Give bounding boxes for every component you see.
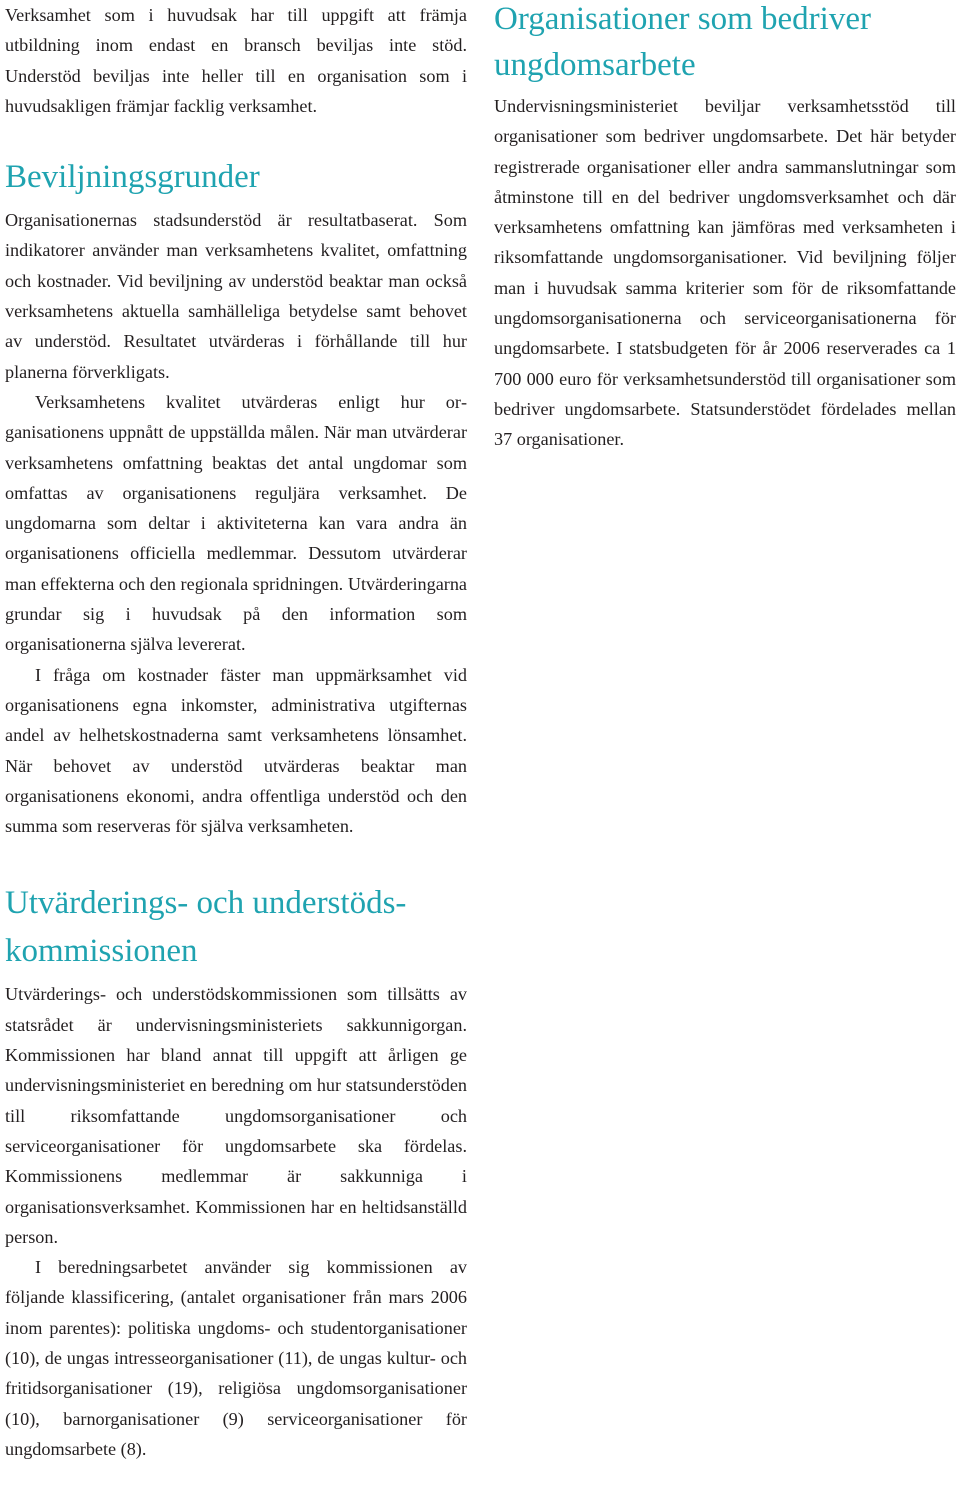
left-column	[5, 0, 467, 1464]
paragraph-beviljningsgrunder-3: I fråga om kostnader fäster man uppmärksamhet vid organisationens egna inkomster, administrativa utgifternas andel av helhetskostnaderna samt verksamhetens lönsamhet. När behovet av understöd utvärderas beaktar man organisationens ekonomi, andra offentliga understöd och den summa som reserveras för själva verksamheten.	[5, 664, 467, 837]
paragraph-beviljningsgrunder-2: Verksamhetens kvalitet utvärderas enligt hur organisationens uppnått de uppställda målen. När man utvärderar verksamhetens omfattning beaktas det antal ungdomar som omfattas av organisationens reguljära verksamhet. De ungdomarna som deltar i aktiviteterna kan vara andra än organisationens officiella medlemmar. Dessutom utvärderar man effekterna och den regionala spridningen. Utvärderingarna grundar sig i huvudsak på den information som organisationerna själva levererat.	[5, 391, 467, 655]
heading-ungdomsarbete: Organisationer som bedriver ungdomsarbete	[494, 1, 871, 83]
intro-paragraph: Verksamhet som i huvudsak har till uppgift att främja utbildning inom endast en bransch beviljas inte stöd. Understöd beviljas inte heller till en organisation som i huvudsakligen främjar facklig verksamhet.	[5, 5, 467, 116]
heading-kommissionen: Utvärderings- och understödskommissionen	[5, 885, 407, 970]
right-column	[494, 0, 956, 455]
paragraph-kommissionen-1: Utvärderings- och understödskommissionen som tillsätts av statsrådet är undervisningsministeriets sakkunnigorgan. Kommissionen har bland annat till uppgift att årligen ge undervisningsministeriet en beredning om hur statsunderstöden till riksomfattande ungdomsorganisationer och serviceorganisationer för ungdomsarbete ska fördelas. Kommissionens medlemmar är sakkunniga i organisationsverksamhet. Kommissionen har en heltidsanställd person.	[5, 984, 467, 1247]
paragraph-ungdomsarbete-1: Undervisningsministeriet beviljar verksamhetsstöd till organisationer som bedriver ungdomsarbete. Det här betyder registrerade organisationer eller andra sammanslutningar som åtminstone till en del bedriver ungdomsverksamhet och där verksamhetens omfattning kan jämföras med verksamheten i riksomfattande ungdomsorganisationer. Vid beviljning följer man i huvudsak samma kriterier som för de riksomfattande ungdomsorganisationerna och serviceorganisationerna för ungdomsarbete. I statsbudgeten för år 2006 reserverades ca 1 700 000 euro för verksamhetsunderstöd till organisationer som bedriver ungdomsarbete. Statsunderstödet fördelades mellan 37 organisationer.	[494, 96, 956, 450]
heading-beviljningsgrunder: Beviljningsgrunder	[5, 159, 260, 196]
paragraph-kommissionen-2: I beredningsarbetet använder sig kommissionen av följande klassificering, (antalet organisationer från mars 2006 inom parentes): politiska ungdoms- och studentorganisationer (10), de ungas intresseorganisationer (11), de ungas kultur- och fritidsorganisationer (19), religiösa ungdomsorganisationer (10), barnorganisationer (9) serviceorganisationer för ungdomsarbete (8).	[5, 1257, 467, 1459]
paragraph-beviljningsgrunder-1: Organisationernas stadsunderstöd är resultatbaserat. Som indikatorer använder man verksamhetens kvalitet, omfattning och kostnader. Vid beviljning av understöd beaktar man också verksamhetens aktuella samhälleliga betydelse samt behovet av understöd. Resultatet utvärderas i förhållande till hur planerna förverkligats.	[5, 210, 467, 382]
